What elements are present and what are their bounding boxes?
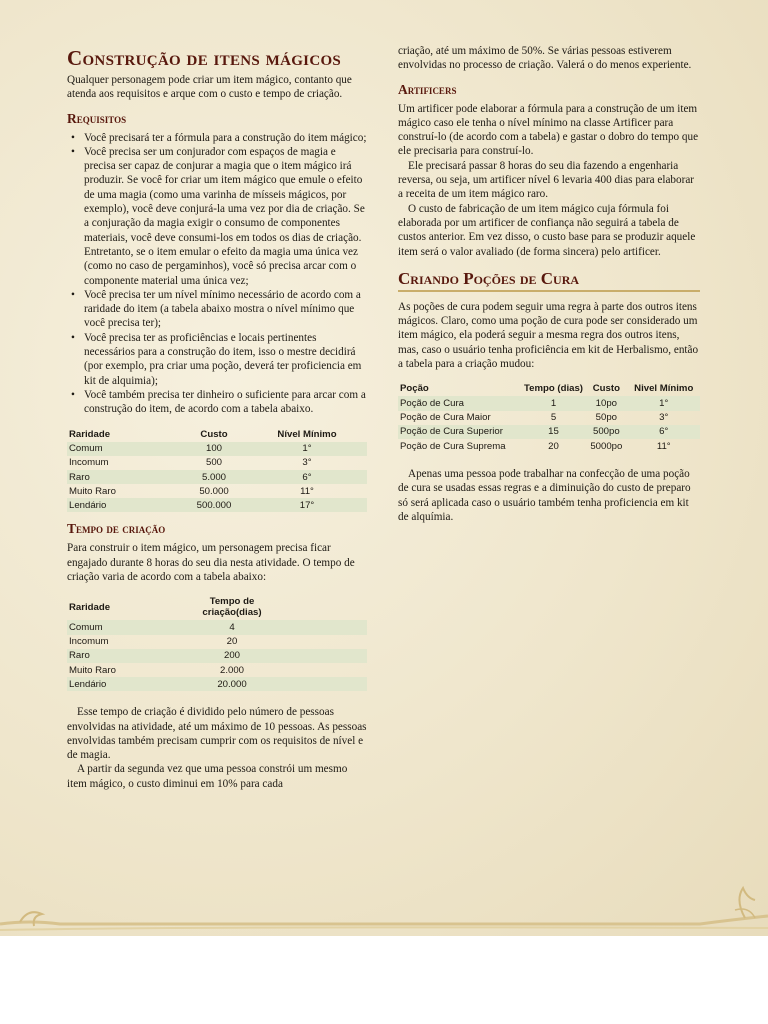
table-row: [67, 442, 367, 456]
left-column: [67, 44, 367, 791]
table-header: Raridade: [69, 428, 111, 440]
time-heading: Tempo de criação: [67, 521, 166, 537]
table-row: [67, 677, 367, 691]
table-row: [67, 484, 367, 498]
table-header: Tempo (dias): [524, 383, 584, 395]
table-header: Raridade: [69, 601, 111, 613]
table-cell: 500po: [593, 426, 620, 438]
table-cell: 4: [229, 621, 235, 633]
table-cell: 20.000: [217, 678, 247, 690]
table-cell: Lendário: [69, 678, 107, 690]
table-cell: 6°: [659, 426, 669, 438]
list-item: • Você precisa ter um nível mínimo necessário de acordo com a raridade do item (a tabela abaixo mostra o nível mínimo que você precisa ter);: [84, 288, 367, 331]
potions-table: [398, 381, 700, 453]
table-cell: 11°: [656, 440, 671, 452]
list-item: • Você precisa ter as proficiências e locais pertinentes necessários para a construção do item, isso o mestre decidirá (por exemplo, pra criar uma poção, deverá ter proficiencia em kit de alquimia);: [84, 331, 367, 388]
table-cell: 200: [223, 650, 240, 662]
right-column: [398, 44, 700, 524]
table-cell: Muito Raro: [69, 485, 116, 497]
table-cell: 20: [226, 636, 238, 648]
table-cell: 10po: [595, 397, 618, 409]
intro-paragraph: Qualquer personagem pode criar um item mágico, contanto que atenda aos requisitos e arque com o custo e tempo de criação.: [67, 74, 352, 101]
artificers-paragraph-3: O custo de fabricação de um item mágico cuja fórmula foi elaborada por um artificer de confiança não seguirá a tabela de custos anterior. Em vez disso, o custo base para se produzir aquele item será o valor avaliado (de forma sincera) pelo artificer.: [398, 202, 696, 258]
table-cell: Poção de Cura Maior: [400, 412, 491, 424]
table-cell: 100: [205, 443, 222, 455]
table-row: [67, 620, 367, 634]
table-cell: 50.000: [199, 485, 229, 497]
list-item: • Você precisa ser um conjurador com espaços de magia e precisa ser capaz de conjurar a magia que o item mágico irá produzir. Se você for criar um item mágico que emule o efeito de uma magia (como uma varinha de mísseis mágicos, por exemplo), você deve conjurá-la uma vez por dia de criação. Se a conjuração da magia exigir o consumo de componentes materiais, você deve consumi-los em todos os dias de criação. Entretanto, se o item emular o efeito da magia uma única vez (como no caso de pergaminhos), você só precisa arcar com o componente material uma única vez;: [84, 145, 367, 288]
table-cell: 50po: [595, 412, 618, 424]
table-cell: 2.000: [219, 664, 244, 676]
list-item: • Você também precisa ter dinheiro o suficiente para arcar com a construção do item, de acordo com a tabela abaixo.: [84, 388, 367, 417]
list-item: • Você precisará ter a fórmula para a construção do item mágico;: [84, 131, 367, 145]
table-row: [398, 425, 700, 439]
potions-heading: Criando Poções de Cura: [398, 269, 700, 292]
table-row: [67, 498, 367, 512]
time-table: [67, 594, 367, 691]
table-cell: Muito Raro: [69, 664, 116, 676]
table-cell: Poção de Cura Suprema: [400, 440, 506, 452]
artificers-paragraph-1: Um artificer pode elaborar a fórmula para a construção de um item mágico caso ele tenha o nível mínimo na classe Artificer para construí-lo (de acordo com a tabela) e gastar o dobro do tempo que ele precisaria para construí-lo.: [398, 102, 699, 158]
cost-table: [67, 427, 367, 513]
table-cell: 5000po: [590, 440, 623, 452]
table-cell: Comum: [69, 621, 103, 633]
table-header-row: [67, 594, 367, 620]
table-cell: Lendário: [69, 499, 107, 511]
table-header: Custo: [592, 383, 620, 395]
table-cell: 15: [548, 426, 559, 438]
table-cell: Incomum: [69, 636, 109, 648]
table-cell: Raro: [69, 650, 90, 662]
table-header: Poção: [400, 383, 429, 395]
table-cell: Incomum: [69, 457, 109, 469]
table-cell: 1°: [659, 397, 669, 409]
table-cell: 3°: [302, 457, 312, 469]
table-cell: 11°: [300, 485, 314, 497]
artificers-paragraph-2: Ele precisará passar 8 horas do seu dia fazendo a engenharia reversa, ou seja, um artificer nível 6 levaria 400 dias para elaborar a receita de um item mágico raro.: [398, 159, 695, 201]
table-row: [398, 396, 700, 410]
continuation-paragraph: criação, até um máximo de 50%. Se várias pessoas estiverem envolvidas no processo de criação. Valerá o do menos experiente.: [398, 45, 692, 72]
time-intro-paragraph: Para construir o item mágico, um personagem precisa ficar engajado durante 8 horas do seu dia nesta atividade. O tempo de criação varia de acordo com a tabela abaixo:: [67, 542, 355, 584]
time-paragraph-2: A partir da segunda vez que uma pessoa constrói um mesmo item mágico, o custo diminui em 10% para cada: [67, 763, 348, 790]
table-row: [67, 456, 367, 470]
footer-ornament: [0, 880, 768, 936]
table-cell: 6°: [302, 471, 312, 483]
table-cell: 5.000: [201, 471, 226, 483]
table-header: Custo: [200, 428, 228, 440]
requirements-list: [67, 131, 367, 417]
table-cell: 1: [550, 397, 557, 409]
table-cell: 3°: [659, 412, 669, 424]
table-cell: 20: [548, 440, 559, 452]
table-header-row: [398, 381, 700, 396]
table-row: [398, 411, 700, 425]
potions-paragraph-2: Apenas uma pessoa pode trabalhar na confecção de uma poção de cura se usadas essas regras e a diminuição do custo de preparo só será aplicada caso o usuário também tenha proficiencia em kit de alquímia.: [398, 468, 691, 523]
requirements-heading: Requisitos: [67, 110, 127, 126]
table-header: Nível Mínimo: [277, 428, 337, 440]
table-cell: 1°: [302, 443, 312, 455]
table-cell: 17°: [299, 499, 315, 511]
table-header-row: [67, 427, 367, 442]
table-cell: Comum: [69, 443, 103, 455]
table-cell: Raro: [69, 471, 90, 483]
table-cell: 500.000: [196, 499, 232, 511]
table-row: [67, 470, 367, 484]
table-header: Nivel Mínimo: [634, 383, 694, 395]
table-row: [67, 663, 367, 677]
table-cell: Poção de Cura Superior: [400, 426, 503, 438]
artificers-heading: Artificers: [398, 81, 457, 97]
time-paragraph-1: Esse tempo de criação é dividido pelo número de pessoas envolvidas na atividade, até um máximo de 10 pessoas. As pessoas envolvidas também precisam cumprir com os requisitos de nível e de magia.: [67, 706, 367, 762]
table-cell: 500: [205, 457, 222, 469]
table-cell: 5: [550, 412, 557, 424]
table-row: [67, 635, 367, 649]
table-row: [67, 649, 367, 663]
page-title: Construção de itens mágicos: [67, 46, 342, 70]
table-cell: Poção de Cura: [400, 397, 464, 409]
table-row: [398, 439, 700, 453]
potions-paragraph-1: As poções de cura podem seguir uma regra à parte dos outros itens mágicos. Claro, como uma poção de cura pode ser considerado um item mágico, ela poderá seguir a mesma regra dos outros itens, mas, caso o usuário tenha proficiência em kit de Herbalismo, então a tabela para a criação mudou:: [398, 300, 699, 371]
table-header: Tempo de criação(dias): [202, 596, 262, 619]
